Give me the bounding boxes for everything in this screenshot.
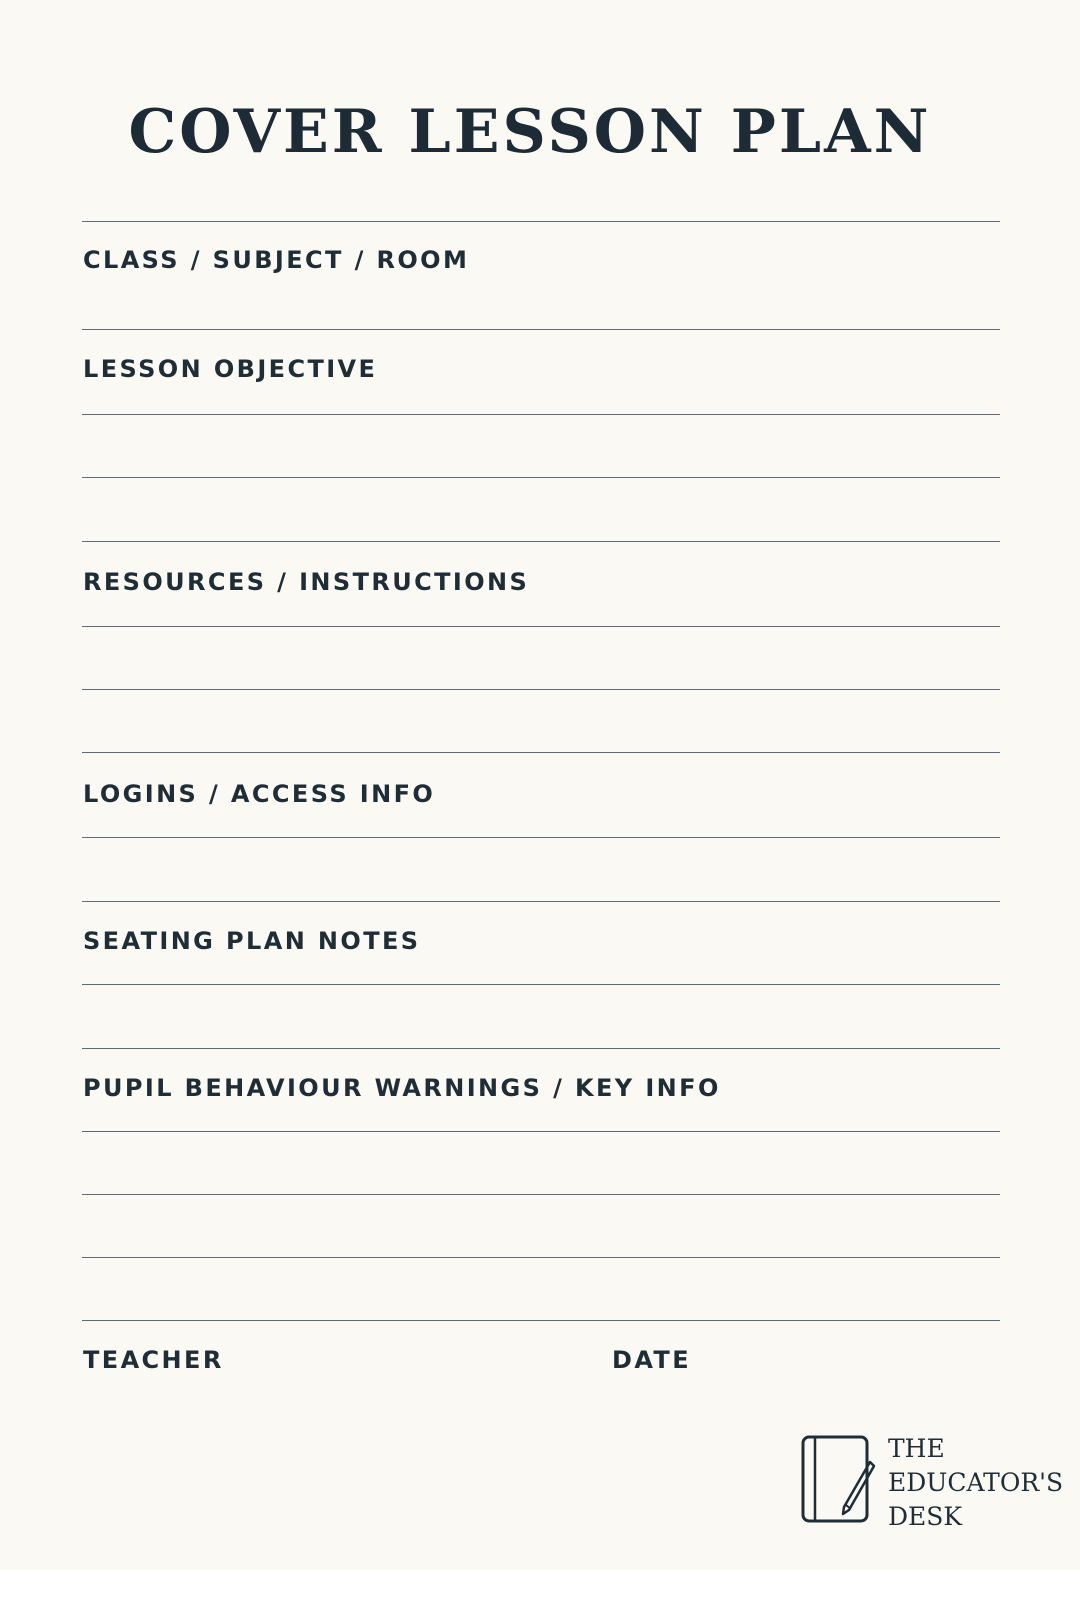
label-seating-plan-notes: SEATING PLAN NOTES [83, 927, 421, 955]
write-line-resources-1[interactable] [82, 626, 1000, 627]
label-teacher: TEACHER [83, 1346, 224, 1374]
brand-logo [800, 1432, 1070, 1532]
brand-line-1: THE [888, 1434, 945, 1463]
write-line-class-subject-room[interactable] [82, 329, 1000, 330]
write-line-logins-2[interactable] [82, 901, 1000, 902]
write-line-lesson-objective-1[interactable] [82, 414, 1000, 415]
write-line-pupil-1[interactable] [82, 1131, 1000, 1132]
write-line-seating-2[interactable] [82, 1048, 1000, 1049]
write-line-pupil-3[interactable] [82, 1257, 1000, 1258]
write-line-lesson-objective-2[interactable] [82, 477, 1000, 478]
write-line-pupil-4[interactable] [82, 1320, 1000, 1321]
write-line-pupil-2[interactable] [82, 1194, 1000, 1195]
write-line-seating-1[interactable] [82, 984, 1000, 985]
label-pupil-behaviour: PUPIL BEHAVIOUR WARNINGS / KEY INFO [83, 1074, 721, 1102]
write-line-resources-2[interactable] [82, 689, 1000, 690]
label-resources-instructions: RESOURCES / INSTRUCTIONS [83, 568, 530, 596]
label-logins-access-info: LOGINS / ACCESS INFO [83, 780, 436, 808]
brand-name [888, 1432, 1063, 1534]
write-line-lesson-objective-3[interactable] [82, 541, 1000, 542]
brand-line-2: EDUCATOR'S [888, 1468, 1064, 1497]
rule-line [82, 221, 1000, 222]
write-line-resources-3[interactable] [82, 752, 1000, 753]
label-lesson-objective: LESSON OBJECTIVE [83, 355, 378, 383]
notebook-pen-icon [800, 1434, 876, 1524]
page-title: COVER LESSON PLAN [128, 97, 932, 167]
label-class-subject-room: CLASS / SUBJECT / ROOM [83, 246, 470, 274]
brand-line-3: DESK [888, 1502, 963, 1531]
write-line-logins-1[interactable] [82, 837, 1000, 838]
label-date: DATE [612, 1346, 691, 1374]
